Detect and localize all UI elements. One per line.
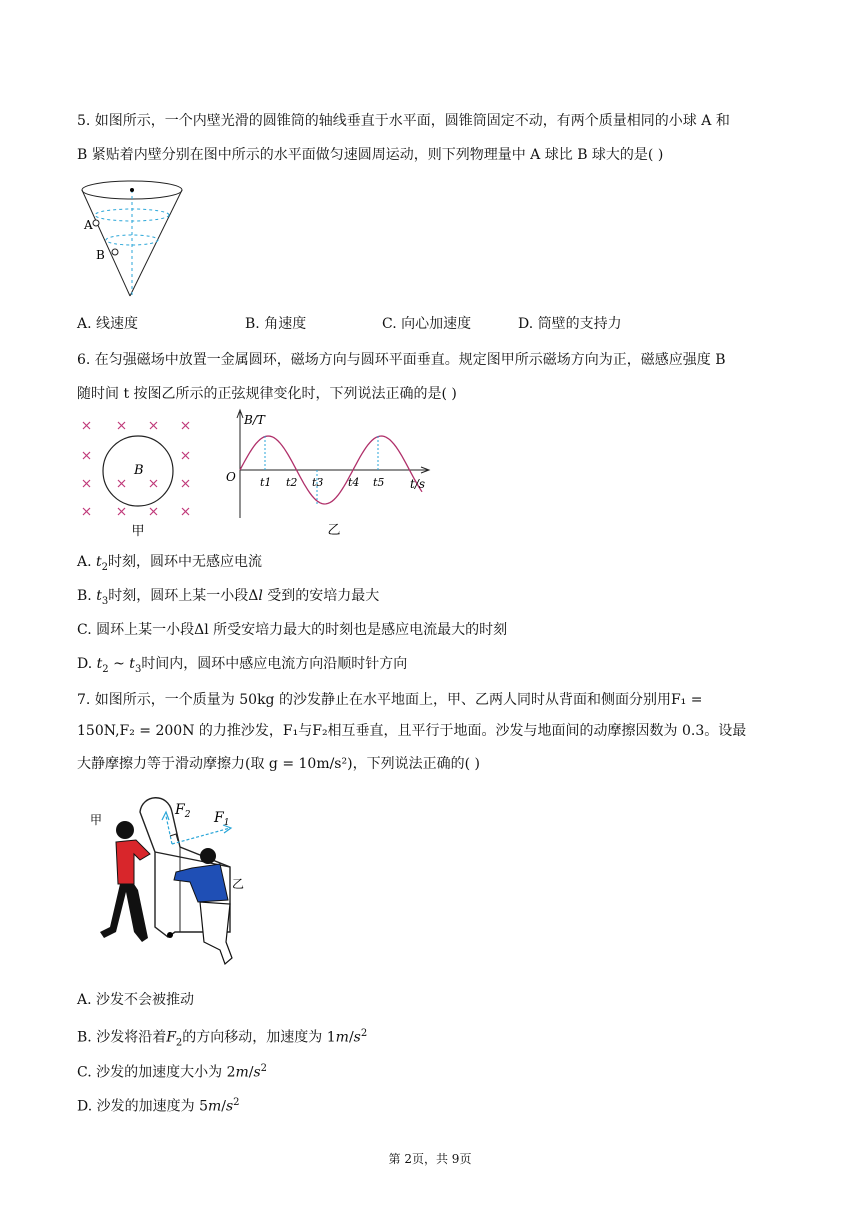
fig-yi-caption: 乙	[327, 523, 341, 538]
q6-fig-jia	[78, 414, 208, 540]
q7-option-b: B. 沙发将沿着$F_2$的方向移动，加速度为 $1m/s^2$	[77, 1028, 368, 1049]
person-yi-label: 乙	[232, 877, 245, 891]
q5-option-c: C. 向心加速度	[382, 316, 472, 332]
tick-t3: t3	[312, 476, 324, 489]
origin-label: O	[226, 470, 236, 484]
force-f1-label: $F_1$	[214, 810, 230, 828]
q6-stem-line1: 6. 在匀强磁场中放置一金属圆环，磁场方向与圆环平面垂直。规定图甲所示磁场方向为正，磁感应强度 B	[77, 352, 726, 368]
q7-stem-line3: 大静摩擦力等于滑动摩擦力(取 g = 10m/s²)，下列说法正确的( )	[77, 756, 480, 772]
q7-option-d: D. 沙发的加速度为 $5m/s^2$	[77, 1097, 240, 1115]
q5-stem-line2: B 紧贴着内壁分别在图中所示的水平面做匀速圆周运动，则下列物理量中 A 球比 B 球大的是( )	[77, 147, 664, 163]
q7-option-a: A. 沙发不会被推动	[77, 992, 195, 1008]
q5-stem-line1: 5. 如图所示，一个内壁光滑的圆锥筒的轴线垂直于水平面，圆锥筒固定不动，有两个质量相同的小球 A 和	[77, 113, 730, 129]
q6-option-b: B. $t_3$时刻，圆环上某一小段Δl 受到的安培力最大	[77, 588, 380, 607]
tick-t5: t5	[373, 476, 385, 489]
q6-option-c: C. 圆环上某一小段Δl 所受安培力最大的时刻也是感应电流最大的时刻	[77, 622, 508, 638]
page-footer: 第 2页，共 9页	[388, 1152, 472, 1166]
q7-sofa-figure	[80, 792, 250, 972]
q6-fig-yi	[220, 406, 440, 540]
q5-option-d: D. 筒壁的支持力	[518, 316, 622, 332]
field-b-label: B	[134, 463, 144, 478]
q6-option-d: D. $t_2$ ~ $t_3$时间内，圆环中感应电流方向沿顺时针方向	[77, 656, 408, 675]
tick-t4: t4	[348, 476, 360, 489]
q5-option-a: A. 线速度	[77, 316, 139, 332]
q7-stem-line2: 150N,F₂ = 200N 的力推沙发，F₁与F₂相互垂直，且平行于地面。沙发与地面间的动摩擦因数为 0.3。设最	[77, 723, 747, 739]
tick-t1: t1	[260, 476, 272, 489]
q6-option-a: A. $t_2$时刻，圆环中无感应电流	[77, 554, 263, 573]
x-axis-label: t/s	[410, 477, 426, 491]
ball-a-label: A	[84, 218, 93, 232]
q7-option-c: C. 沙发的加速度大小为 $2m/s^2$	[77, 1063, 268, 1081]
q7-stem-line1: 7. 如图所示，一个质量为 50kg 的沙发静止在水平地面上，甲、乙两人同时从背面和侧面分别用F₁ =	[77, 692, 703, 708]
ball-b-label: B	[96, 248, 105, 262]
person-jia-label: 甲	[90, 813, 103, 827]
force-f2-label: $F_2$	[175, 802, 191, 820]
q5-cone-figure	[80, 178, 190, 300]
q6-stem-line2: 随时间 t 按图乙所示的正弦规律变化时，下列说法正确的是( )	[77, 386, 457, 402]
q5-option-b: B. 角速度	[245, 316, 307, 332]
y-axis-label: B/T	[244, 413, 265, 427]
fig-jia-caption: 甲	[131, 524, 145, 539]
tick-t2: t2	[286, 476, 298, 489]
